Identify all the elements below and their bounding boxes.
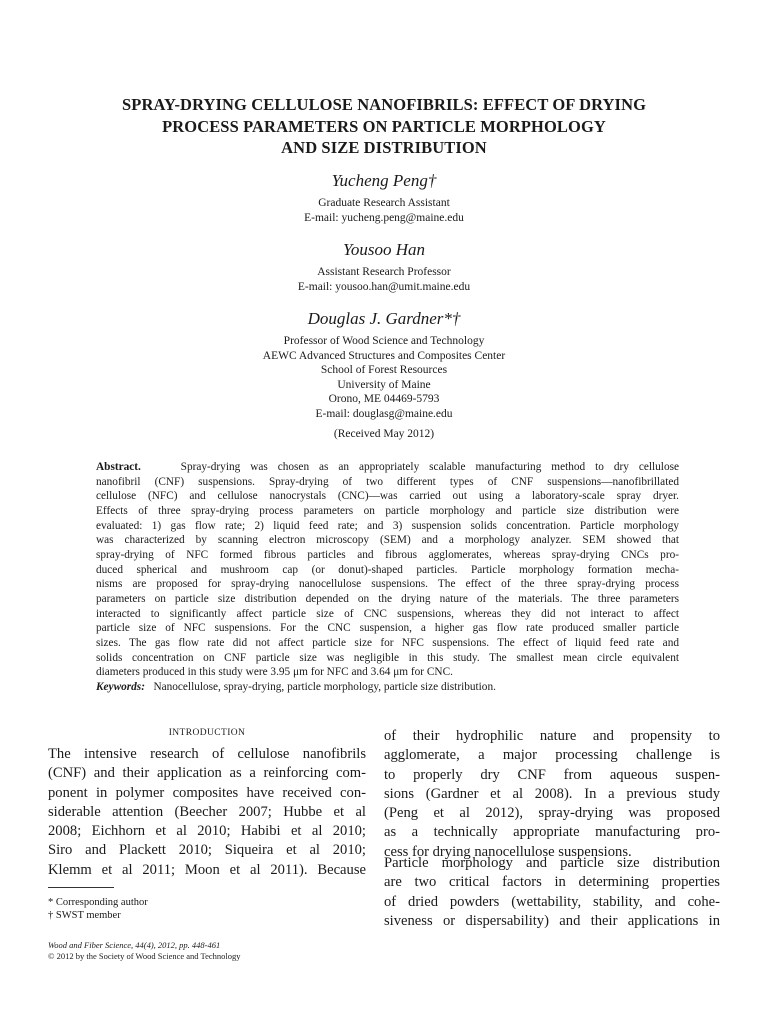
- body-line: of their hydrophilic nature and propensity to: [384, 728, 720, 744]
- author-email: E-mail: yousoo.han@umit.maine.edu: [297, 280, 471, 293]
- body-line: siderable attention (Beecher 2007; Hubbe et al: [48, 803, 366, 820]
- keywords-text: Nanocellulose, spray-drying, particle morphology, particle size distribution.: [153, 681, 496, 693]
- author-han: [84, 239, 684, 294]
- author-gardner: [84, 308, 684, 421]
- abstract-line: solids concentration on CNF particle size was negligible in this study. The smallest mean circle equivalent: [96, 651, 679, 664]
- body-line: ponent in polymer composites have received con-: [48, 784, 366, 801]
- abstract-line: duced spherical and mushroom cap (or donut)-shaped particles. Particle morphology formation mecha-: [96, 563, 679, 576]
- body-line: are two critical factors in determining properties: [384, 874, 720, 891]
- affiliation-line: AEWC Advanced Structures and Composites Center: [262, 349, 506, 362]
- affiliation-line: University of Maine: [337, 378, 431, 391]
- title-line: SPRAY-DRYING CELLULOSE NANOFIBRILS: EFFECT OF DRYING: [121, 95, 647, 114]
- abstract-line: cellulose (NFC) and cellulose nanocrystals (CNC)—was carried out using a laboratory-scale spray dryer.: [96, 490, 679, 503]
- body-line: siveness or dispersability) and their applications in: [384, 912, 720, 929]
- abstract-line: diameters produced in this study were 3.95 μm for NFC and 3.64 μm for CNC.: [96, 666, 453, 679]
- body-line: to properly dry CNF from aqueous suspen-: [384, 766, 720, 783]
- abstract-line: sizes. The gas flow rate did not affect particle size for NFC suspensions. The effect of liquid feed rate and: [96, 636, 679, 649]
- abstract-line: [96, 460, 679, 475]
- abstract-line: evaluated: 1) gas flow rate; 2) liquid feed rate; and 3) suspension solids concentration. Particle morphology: [96, 519, 679, 532]
- author-name: Yucheng Peng†: [331, 171, 437, 190]
- affiliation-line: Graduate Research Assistant: [318, 197, 450, 209]
- body-line: (Peng et al 2012), spray-drying was proposed: [384, 805, 720, 822]
- body-line: Klemm et al 2011; Moon et al 2011). Because: [48, 861, 366, 878]
- paper-title: [50, 94, 718, 159]
- received-date: (Received May 2012): [333, 428, 435, 440]
- title-line: AND SIZE DISTRIBUTION: [281, 138, 487, 157]
- body-line: agglomerate, a major processing challenge is: [384, 747, 720, 764]
- affiliation-line: Professor of Wood Science and Technology: [283, 335, 485, 347]
- abstract-line: particle size of NFC suspensions. For the CNC suspension, a higher gas flow rate produced smaller particle: [96, 622, 679, 635]
- abstract-line: interacted to significantly affect particle size of CNC suspensions, whereas they did not interact to affect: [96, 607, 679, 620]
- title-line: PROCESS PARAMETERS ON PARTICLE MORPHOLOGY: [162, 116, 606, 136]
- abstract-line: nanofibril (CNF) suspensions. Spray-drying of two different types of CNF suspensions—nanofibrillated: [96, 475, 679, 488]
- journal-info: [48, 940, 241, 962]
- body-line: 2008; Eichhorn et al 2010; Habibi et al 2010;: [48, 823, 366, 840]
- body-line: Siro and Plackett 2010; Siqueira et al 2010;: [48, 842, 366, 859]
- footnote-divider: [48, 887, 114, 888]
- abstract-line: spray-drying of NFC formed fibrous particles and fibrous agglomerates, whereas spray-drying CNCs pro-: [96, 548, 679, 561]
- body-line: as a technically appropriate manufacturing pro-: [384, 824, 720, 841]
- keywords-label: Keywords:: [96, 681, 145, 693]
- author-name: Douglas J. Gardner*†: [307, 309, 461, 328]
- right-column-paragraph-2: [384, 854, 720, 931]
- abstract-text: Spray-drying was chosen as an appropriately scalable manufacturing method to dry cellulose: [180, 461, 679, 473]
- body-line: Particle morphology and particle size distribution: [384, 855, 720, 871]
- copyright-line: © 2012 by the Society of Wood Science and Technology: [48, 951, 241, 961]
- abstract-line: nisms are proposed for spray-drying nanocellulose suspensions. The effect of the three spray-drying process: [96, 578, 679, 591]
- author-email: E-mail: yucheng.peng@maine.edu: [304, 211, 464, 224]
- affiliation-line: Orono, ME 04469-5793: [328, 393, 440, 405]
- author-peng: [84, 170, 684, 225]
- abstract-line: was characterized by scanning electron microscopy (SEM) and a morphology analyzer. SEM showed that: [96, 534, 679, 547]
- abstract-label: Abstract.: [96, 461, 141, 473]
- author-name: Yousoo Han: [342, 240, 426, 259]
- abstract-line: parameters on particle size distribution depended on the drying nature of the materials. The three parameters: [96, 592, 679, 605]
- body-line: of dried powders (wettability, stability, and cohe-: [384, 893, 720, 910]
- body-line: (CNF) and their application as a reinforcing com-: [48, 765, 366, 782]
- section-heading-introduction: INTRODUCTION: [168, 728, 246, 738]
- body-line: The intensive research of cellulose nanofibrils: [48, 746, 366, 762]
- affiliation-line: School of Forest Resources: [320, 364, 448, 376]
- affiliation-line: Assistant Research Professor: [317, 266, 451, 278]
- left-column-paragraph: [48, 745, 366, 880]
- keywords: [96, 681, 679, 693]
- abstract: [96, 460, 679, 680]
- body-line: cess for drying nanocellulose suspensions.: [384, 843, 632, 860]
- body-line: sions (Gardner et al 2008). In a previous study: [384, 785, 720, 802]
- footnote-swst: † SWST member: [48, 910, 121, 921]
- right-column-paragraph-1: [384, 727, 720, 862]
- journal-citation: Wood and Fiber Science, 44(4), 2012, pp. 448-461: [48, 940, 221, 950]
- author-email: E-mail: douglasg@maine.edu: [315, 407, 453, 420]
- footnote-corresponding: * Corresponding author: [48, 897, 148, 908]
- abstract-line: Effects of three spray-drying process parameters on particle morphology and particle size distribution were: [96, 504, 679, 517]
